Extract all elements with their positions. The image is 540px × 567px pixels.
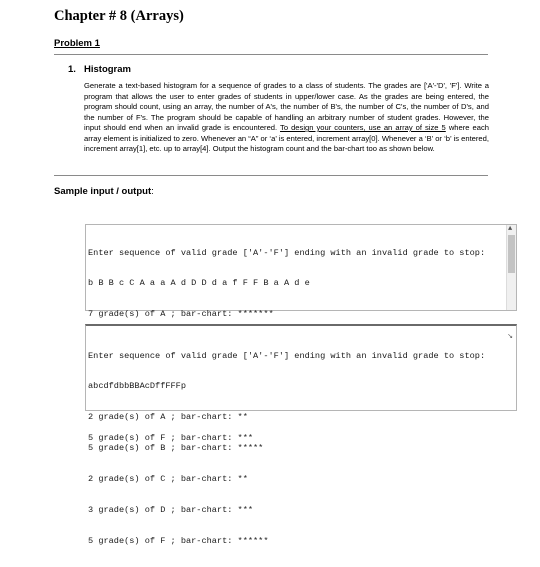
console-scrollbar[interactable] — [506, 225, 516, 310]
console-line: abcdfdbbBBAcDffFFFp — [88, 381, 186, 392]
description-part-3: where each array element is initialized to zero. Whenever an “A” or ‘a’ is entered, increment array[0]. Whenever a ‘B’ or ‘b’ is entered, increment array[1], etc. up to array[4]. Output the histogram count and the bar-chart too as shown below. — [84, 123, 489, 153]
console-line: 5 grade(s) of F ; bar-chart: *** — [88, 432, 254, 443]
resize-grip-icon[interactable]: ↘ — [507, 332, 513, 340]
sample-label-text: Sample input / output — [54, 186, 152, 197]
console-line: 5 grade(s) of B ; bar-chart: ***** — [88, 443, 264, 454]
console-output-2[interactable] — [85, 324, 517, 546]
problem-heading: Problem 1 — [54, 38, 100, 49]
item-title: Histogram — [84, 64, 131, 75]
item-number: 1. — [68, 64, 76, 75]
console-line: 7 grade(s) of A ; bar-chart: ******* — [88, 309, 274, 320]
chevron-up-icon[interactable]: ▲ — [508, 225, 513, 233]
console-line: Enter sequence of valid grade ['A'-'F'] ending with an invalid grade to stop: — [88, 350, 486, 361]
description-underlined: To design your counters, use an array of size 5 — [280, 123, 446, 132]
description-part-1: Generate a text-based histogram for a sequence of grades to a class of students. The grades are ['A'-'D', 'F']. Write a program that allows the user to enter grades of students in upper/lower case. As the grades are being entered, the program should count, using an array, the number of A's, the number of B's, the number of C's, the number of D's, and the number of F's. The program should be capable of handling an arbitrary number of student grades. However, the input should end when an invalid grade is encountered. — [84, 81, 489, 132]
top-divider — [54, 54, 488, 55]
console-line: 2 grade(s) of A ; bar-chart: ** — [88, 412, 248, 423]
scrollbar-thumb[interactable] — [508, 235, 515, 273]
sample-label-colon: : — [151, 186, 154, 197]
console-line: Enter sequence of valid grade ['A'-'F'] ending with an invalid grade to stop: — [88, 247, 486, 258]
console-line: 5 grade(s) of F ; bar-chart: ****** — [88, 535, 269, 546]
console-line: 3 grade(s) of D ; bar-chart: *** — [88, 505, 254, 516]
bottom-divider — [54, 175, 488, 176]
problem-description — [84, 81, 489, 155]
console-line: 2 grade(s) of C ; bar-chart: ** — [88, 474, 248, 485]
sample-label — [54, 186, 154, 197]
console-line: b B B c C A a a A d D D d a f F F B a A d e — [88, 278, 310, 289]
chapter-title: Chapter # 8 (Arrays) — [54, 8, 184, 24]
